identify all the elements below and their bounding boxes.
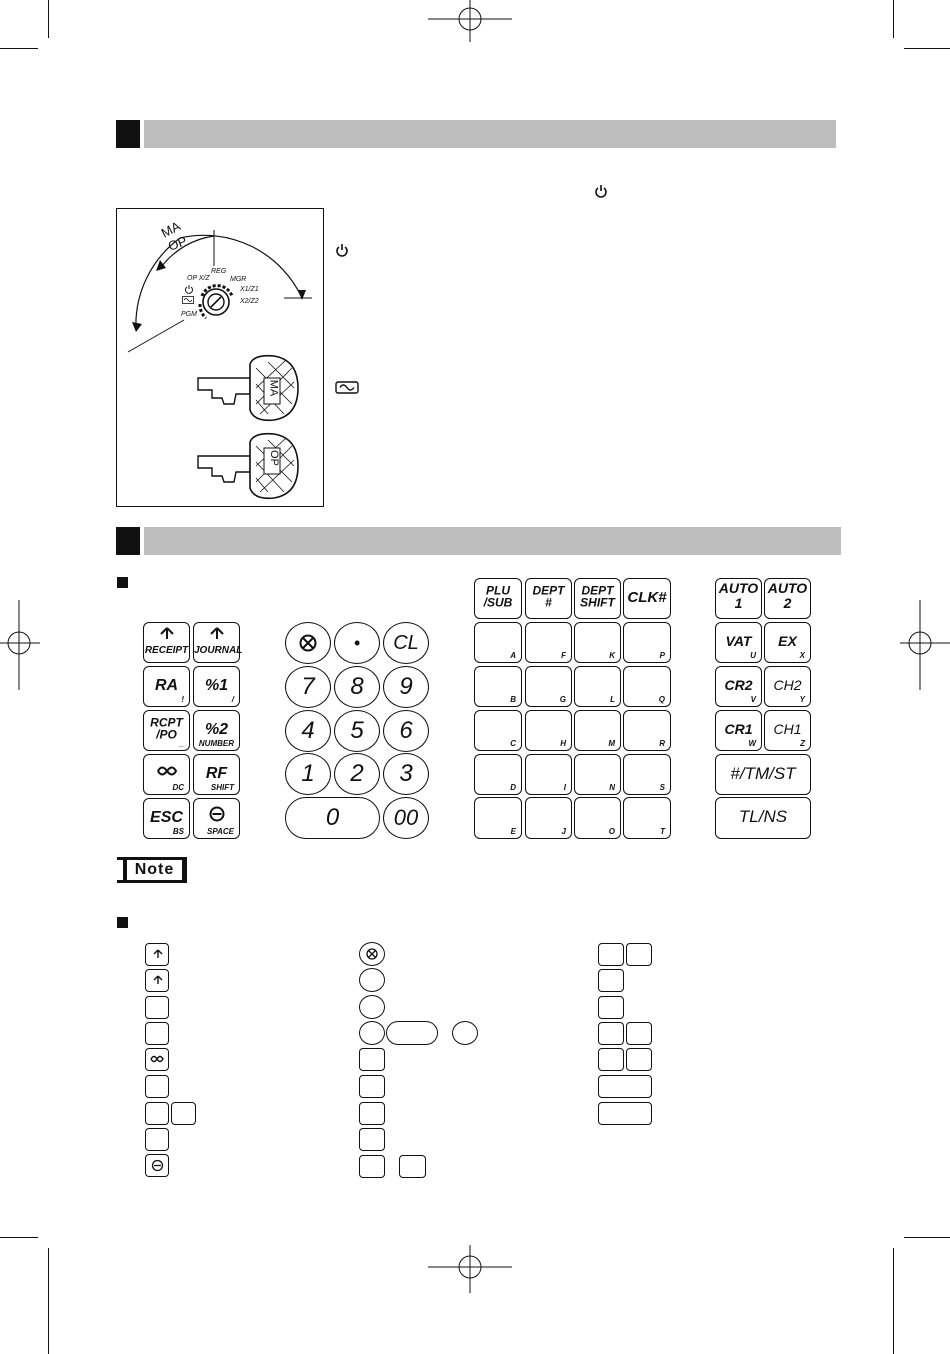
power-icon: [184, 284, 194, 294]
key-6[interactable]: 6: [383, 710, 429, 752]
dept-key[interactable]: [623, 754, 671, 795]
total-label: TL/NS: [738, 807, 788, 826]
dept-number-label: DEPT #: [532, 583, 565, 610]
pos-pgm: PGM: [181, 311, 197, 318]
dept-key-letter: O: [608, 827, 615, 836]
dept-key[interactable]: [474, 622, 522, 663]
pct1-key[interactable]: [193, 666, 240, 707]
void-key[interactable]: [143, 754, 190, 795]
note-badge: [117, 857, 187, 883]
dept-key[interactable]: [574, 666, 621, 707]
dept-key-letter: E: [510, 827, 516, 836]
crop-mark: [48, 0, 49, 38]
minus-circle-icon: [151, 1159, 164, 1172]
pos-mgr: MGR: [230, 276, 247, 283]
dept-key[interactable]: [474, 754, 522, 795]
crop-mark: [893, 0, 894, 38]
arrow-up-icon: [210, 627, 224, 639]
section-header-bar: [144, 120, 836, 148]
esc-key[interactable]: [143, 798, 190, 839]
blank-mini-key: [359, 1155, 385, 1178]
blank-mini-key: [598, 1022, 624, 1045]
ch1-label: CH1: [773, 720, 802, 737]
crop-mark: [904, 48, 950, 49]
clear-key[interactable]: CL: [383, 622, 429, 664]
blank-mini-key: [399, 1155, 426, 1178]
dept-shift-key[interactable]: [574, 578, 621, 619]
vat-key[interactable]: [715, 622, 762, 663]
esc-label: ESC: [150, 808, 183, 826]
rf-sub: SHIFT: [210, 783, 234, 792]
rcpt-po-label: RCPT /PO: [150, 715, 183, 742]
dept-key[interactable]: [574, 797, 621, 839]
dept-key[interactable]: [574, 754, 621, 795]
cr2-key[interactable]: [715, 666, 762, 707]
note-label: Note: [127, 860, 182, 880]
dept-key-letter: G: [559, 695, 566, 704]
blank-mini-key: [626, 1022, 652, 1045]
arrow-up-icon: [153, 975, 163, 984]
key-9[interactable]: 9: [383, 666, 429, 708]
plu-sub-label: PLU /SUB: [483, 583, 513, 610]
esc-sub: BS: [172, 827, 184, 836]
crop-mark: [0, 1237, 38, 1238]
key-0[interactable]: 0: [285, 797, 380, 839]
blank-mini-round-key: [359, 968, 385, 992]
dept-key-letter: Q: [658, 695, 665, 704]
cr1-label: CR1: [724, 720, 753, 737]
ra-key[interactable]: [143, 666, 190, 707]
blank-mini-oval-key: [386, 1021, 438, 1045]
op-key-illustration: [194, 432, 304, 502]
ex-sub: X: [799, 651, 805, 660]
pos-x1z1: X1/Z1: [240, 286, 259, 293]
pct2-key[interactable]: [193, 710, 240, 751]
key-4[interactable]: 4: [285, 710, 331, 752]
cr2-sub: V: [750, 695, 756, 704]
dept-key[interactable]: [525, 754, 572, 795]
registration-target: [0, 600, 40, 690]
blank-mini-round-key: [359, 995, 385, 1019]
blank-mini-wide-key: [598, 1075, 652, 1098]
blank-mini-key: [598, 996, 624, 1019]
key-7[interactable]: 7: [285, 666, 331, 708]
dept-key-letter: H: [560, 739, 566, 748]
registration-target: [428, 0, 512, 48]
dept-key[interactable]: [525, 622, 572, 663]
dept-key-letter: T: [660, 827, 665, 836]
op-arc-label: OP: [166, 233, 189, 254]
bullet-square: [117, 917, 128, 928]
section-marker: [116, 527, 140, 555]
power-icon: [335, 243, 349, 257]
ch2-label: CH2: [773, 676, 802, 693]
dept-key[interactable]: [574, 710, 621, 751]
ch2-sub: Y: [799, 695, 805, 704]
arrow-up-icon: [153, 949, 163, 958]
total-key[interactable]: [715, 797, 811, 839]
blank-mini-wide-key: [598, 1102, 652, 1125]
minus-sub: SPACE: [207, 827, 234, 836]
blank-mini-round-key: [452, 1021, 478, 1045]
auto2-key[interactable]: [764, 578, 811, 619]
blank-mini-key: [145, 1022, 169, 1045]
multiply-circle-icon: [299, 634, 317, 652]
blank-mini-key: [626, 943, 652, 966]
dept-key-letter: K: [609, 651, 615, 660]
pct2-sub: NUMBER: [198, 739, 234, 748]
pct2-label: %2: [204, 720, 229, 738]
key-5[interactable]: 5: [334, 710, 380, 752]
ma-key-illustration: [194, 354, 304, 424]
ch1-key[interactable]: [764, 710, 811, 751]
receipt-label: RECEIPT: [144, 645, 189, 656]
journal-key[interactable]: [193, 622, 243, 663]
vat-label: VAT: [725, 632, 752, 649]
subtotal-key[interactable]: [715, 754, 811, 795]
dept-key-letter: L: [610, 695, 615, 704]
power-icon: [594, 184, 608, 198]
blank-mini-key: [145, 996, 169, 1019]
blank-mini-key: [171, 1102, 196, 1125]
minus-mini-key: [145, 1154, 169, 1177]
auto1-key[interactable]: [715, 578, 762, 619]
multiply-key[interactable]: [285, 622, 331, 664]
crop-mark: [893, 1248, 894, 1354]
auto2-label: AUTO 2: [767, 579, 808, 611]
dept-key[interactable]: [525, 666, 572, 707]
ra-sub: !: [181, 695, 184, 704]
crop-mark: [48, 1248, 49, 1354]
blank-mini-key: [598, 943, 624, 966]
blank-mini-round-key: [359, 1021, 385, 1045]
blank-mini-key: [145, 1102, 169, 1125]
plu-sub-key[interactable]: [474, 578, 522, 619]
ra-label: RA: [154, 676, 179, 694]
dept-key[interactable]: [525, 797, 572, 839]
ch2-key[interactable]: [764, 666, 811, 707]
minus-key[interactable]: [193, 798, 240, 839]
subtotal-label: #/TM/ST: [730, 763, 796, 783]
key-2[interactable]: 2: [334, 753, 380, 795]
arrow-up-icon: [160, 627, 174, 639]
dept-shift-label: DEPT SHIFT: [580, 583, 615, 610]
decimal-key[interactable]: •: [334, 622, 380, 664]
section-header-bar: [144, 527, 841, 555]
key-3[interactable]: 3: [383, 753, 429, 795]
dept-key-letter: N: [609, 783, 615, 792]
bullet-square: [117, 577, 128, 588]
dept-key[interactable]: [623, 622, 671, 663]
ex-label: EX: [778, 632, 797, 649]
journal-label: JOURNAL: [194, 645, 243, 656]
dept-key-letter: D: [510, 783, 516, 792]
dept-key[interactable]: [474, 666, 522, 707]
dept-key[interactable]: [623, 666, 671, 707]
dept-number-key[interactable]: [525, 578, 572, 619]
dept-key[interactable]: [525, 710, 572, 751]
blank-mini-key: [359, 1048, 385, 1071]
dept-key-letter: R: [659, 739, 665, 748]
blank-mini-key: [359, 1102, 385, 1125]
dept-key[interactable]: [623, 710, 671, 751]
dept-key-letter: I: [563, 783, 566, 792]
blank-mini-key: [359, 1128, 385, 1151]
key-8[interactable]: 8: [334, 666, 380, 708]
blank-mini-key: [359, 1075, 385, 1098]
cr1-sub: W: [748, 739, 756, 748]
minus-circle-icon: [209, 806, 225, 822]
dept-key-letter: A: [510, 651, 516, 660]
ma-key-label: MA: [267, 379, 280, 397]
dept-key-letter: J: [561, 827, 566, 836]
blank-mini-key: [598, 1048, 624, 1071]
cr2-label: CR2: [724, 676, 753, 693]
crop-mark: [0, 48, 38, 49]
rcpt-po-sub: _: [179, 739, 184, 748]
crop-mark: [904, 1237, 950, 1238]
op-key-label: OP: [267, 450, 280, 466]
void-mini-key: [145, 1048, 169, 1071]
receipt-mini-key: [145, 943, 169, 966]
multiply-circle-icon: [366, 948, 378, 960]
rf-key[interactable]: [193, 754, 240, 795]
void-sub: DC: [172, 783, 184, 792]
multiply-mini-key: [359, 942, 385, 966]
pct1-sub: /: [231, 695, 234, 704]
section-marker: [116, 120, 140, 148]
cr1-key[interactable]: [715, 710, 762, 751]
dept-key-letter: C: [510, 739, 516, 748]
dept-key[interactable]: [474, 710, 522, 751]
key-1[interactable]: 1: [285, 753, 331, 795]
ch1-sub: Z: [800, 739, 805, 748]
receipt-key[interactable]: [143, 622, 190, 663]
blank-mini-key: [145, 1075, 169, 1098]
journal-mini-key: [145, 969, 169, 992]
blank-mini-key: [598, 969, 624, 992]
mode-switch-diagram: [116, 208, 324, 358]
dept-key[interactable]: [474, 797, 522, 839]
blank-mini-key: [145, 1128, 169, 1151]
vat-sub: U: [750, 651, 756, 660]
registration-target: [428, 1245, 512, 1305]
dept-key[interactable]: [623, 797, 671, 839]
ma-arc-label: MA: [158, 218, 183, 241]
rcpt-po-key[interactable]: [143, 710, 190, 751]
pct1-label: %1: [204, 676, 229, 694]
dept-key[interactable]: [574, 622, 621, 663]
dept-key-letter: M: [608, 739, 615, 748]
clk-key[interactable]: [623, 578, 671, 619]
rf-label: RF: [205, 764, 228, 782]
dept-key-letter: S: [659, 783, 665, 792]
dept-key-letter: P: [659, 651, 665, 660]
auto1-label: AUTO 1: [718, 579, 759, 611]
clk-label: CLK#: [627, 588, 667, 606]
ex-key[interactable]: [764, 622, 811, 663]
pos-reg: REG: [211, 268, 227, 275]
pos-opxz: OP X/Z: [187, 275, 210, 282]
note-badge-notch: [117, 860, 123, 880]
key-00[interactable]: 00: [383, 797, 429, 839]
pos-x2z2: X2/Z2: [240, 298, 259, 305]
void-icon: [335, 381, 359, 394]
dept-key-letter: F: [561, 651, 566, 660]
void-icon: [182, 296, 194, 304]
blank-mini-key: [626, 1048, 652, 1071]
void-icon: [150, 1055, 164, 1063]
dept-key-letter: B: [510, 695, 516, 704]
void-icon: [156, 765, 178, 777]
registration-target: [900, 600, 950, 690]
